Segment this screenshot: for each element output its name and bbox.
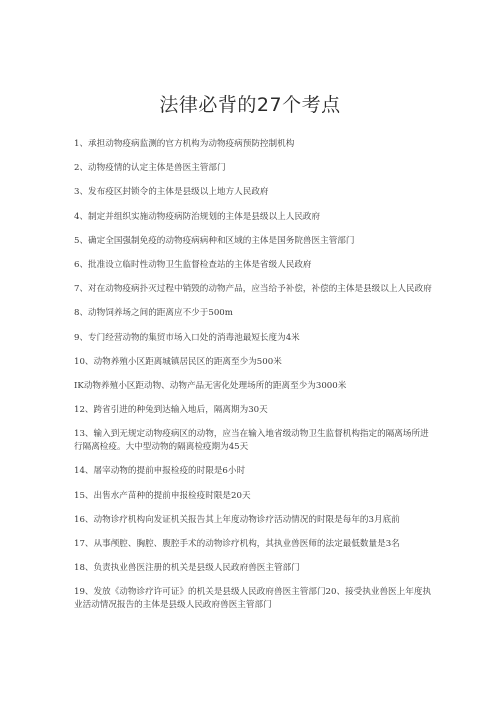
list-item: 7、对在动物疫病扑灭过程中销毁的动物产品，应当给予补偿，补偿的主体是县级以上人民政府 (74, 284, 432, 295)
list-item: 15、出售水产苗种的提前申报检疫时限是20天 (74, 490, 251, 501)
list-item: 10、动物养殖小区距离城镇居民区的距离至少为500米 (74, 356, 282, 367)
key-points-list (74, 138, 434, 624)
list-item: 14、屠宰动物的提前申报检疫的时限是6小时 (74, 466, 246, 477)
list-item: IK动物养殖小区距动物、动物产品无害化处理场所的距离至少为3000米 (74, 380, 347, 391)
list-item: 8、动物饲养场之间的距离应不少于500m (74, 308, 233, 319)
list-item: 6、批准设立临时性动物卫生监督检查站的主体是省级人民政府 (74, 259, 312, 270)
document-title: 法律必背的27个考点 (159, 94, 341, 116)
list-item: 4、制定并组织实施动物疫病防治规划的主体是县级以上人民政府 (74, 211, 321, 222)
list-item: 19、发放《动物诊疗许可证》的机关是县级人民政府兽医主管部门20、接受执业兽医上年度执业活动情况报告的主体是县级人民政府兽医主管部门 (74, 587, 432, 611)
list-item: 5、确定全国强制免疫的动物疫病病种和区域的主体是国务院兽医主管部门 (74, 235, 355, 246)
list-item: 1、承担动物疫病监测的官方机构为动物疫病预防控制机构 (74, 139, 295, 149)
list-item: 17、从事颅腔、胸腔、腹腔手术的动物诊疗机构，其执业兽医师的法定最低数量是3名 (74, 539, 400, 549)
list-item: 9、专门经营动物的集贸市场入口处的消毒池最短长度为4米 (74, 332, 300, 343)
list-item: 3、发布疫区封锁令的主体是县级以上地方人民政府 (74, 187, 269, 198)
list-item: 16、动物诊疗机构向发证机关报告其上年度动物诊疗活动情况的时限是每年的3月底前 (74, 514, 400, 525)
list-item: 18、负责执业兽医注册的机关是县级人民政府兽医主管部门 (74, 563, 300, 574)
list-item: 13、输入到无规定动物疫病区的动物，应当在输入地省级动物卫生监督机构指定的隔离场所进行隔离检疫。大中型动物的隔离检疫期为45天 (74, 429, 429, 453)
list-item: 2、动物疫情的认定主体是兽医主管部门 (74, 163, 226, 174)
list-item: 12、跨省引进的种兔到达输入地后，隔离期为30天 (74, 405, 268, 416)
